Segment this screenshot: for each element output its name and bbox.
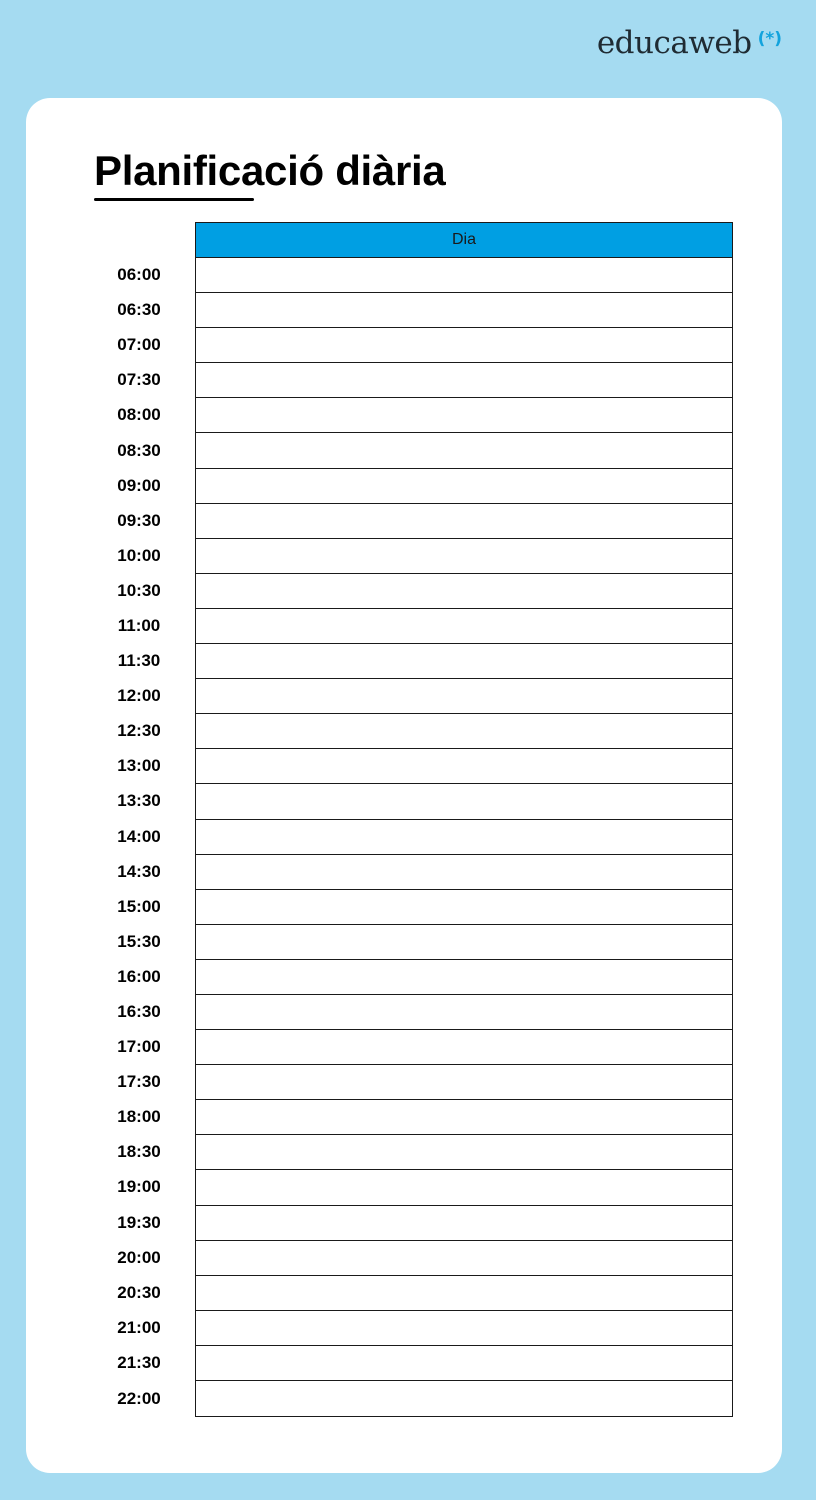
- time-slot-row: [117, 1381, 732, 1416]
- time-label: 11:30: [117, 651, 161, 671]
- time-label: 13:30: [117, 791, 161, 811]
- time-slot-row: [117, 784, 732, 819]
- time-slot-row: [117, 469, 732, 504]
- time-label: 19:30: [117, 1212, 161, 1232]
- time-slot-cell[interactable]: [196, 328, 732, 362]
- time-slot-cell[interactable]: [196, 925, 732, 959]
- time-label: 14:30: [117, 861, 161, 881]
- time-slot-cell[interactable]: [196, 890, 732, 924]
- time-label: 21:00: [117, 1317, 161, 1337]
- time-slot-cell[interactable]: [196, 398, 732, 432]
- time-slot-cell[interactable]: [196, 714, 732, 748]
- asterisk-icon: (*): [757, 29, 782, 49]
- day-column-header: Dia: [195, 222, 733, 258]
- time-slot-cell[interactable]: [196, 1100, 732, 1134]
- time-label: 13:00: [117, 756, 161, 776]
- time-slot-cell[interactable]: [196, 820, 732, 854]
- time-slot-cell[interactable]: [196, 1135, 732, 1169]
- time-label: 10:30: [117, 580, 161, 600]
- time-label: 07:00: [117, 335, 161, 355]
- time-slot-cell[interactable]: [196, 1065, 732, 1099]
- time-slot-row: [117, 855, 732, 890]
- time-label: 08:30: [117, 440, 161, 460]
- time-slot-row: [117, 960, 732, 995]
- time-slot-row: [117, 504, 732, 539]
- time-slot-cell[interactable]: [196, 1206, 732, 1240]
- time-slot-cell[interactable]: [196, 1170, 732, 1204]
- time-slot-cell[interactable]: [196, 644, 732, 678]
- time-slot-cell[interactable]: [196, 1346, 732, 1380]
- time-label: 14:00: [117, 826, 161, 846]
- time-slot-row: [117, 1346, 732, 1381]
- time-slot-cell[interactable]: [196, 469, 732, 503]
- time-label: 19:00: [117, 1177, 161, 1197]
- time-slot-cell[interactable]: [196, 504, 732, 538]
- time-slot-row: [117, 820, 732, 855]
- time-label: 06:00: [117, 265, 161, 285]
- time-slot-row: [117, 925, 732, 960]
- time-slot-cell[interactable]: [196, 1276, 732, 1310]
- time-slot-cell[interactable]: [196, 1241, 732, 1275]
- time-slot-cell[interactable]: [196, 1381, 732, 1416]
- time-slot-row: [117, 574, 732, 609]
- time-label: 17:00: [117, 1037, 161, 1057]
- time-label: 12:30: [117, 721, 161, 741]
- time-slot-list: [117, 258, 733, 1417]
- time-label: 16:30: [117, 1002, 161, 1022]
- time-slot-row: [117, 258, 732, 293]
- time-label: 10:00: [117, 545, 161, 565]
- time-label: 15:30: [117, 931, 161, 951]
- time-slot-row: [117, 1065, 732, 1100]
- time-slot-cell[interactable]: [196, 1030, 732, 1064]
- time-label: 18:00: [117, 1107, 161, 1127]
- time-slot-row: [117, 1241, 732, 1276]
- time-slot-row: [117, 1276, 732, 1311]
- time-slot-cell[interactable]: [196, 960, 732, 994]
- time-slot-row: [117, 328, 732, 363]
- time-slot-cell[interactable]: [196, 784, 732, 818]
- time-label: 18:30: [117, 1142, 161, 1162]
- time-slot-row: [117, 749, 732, 784]
- time-slot-row: [117, 1135, 732, 1170]
- time-slot-row: [117, 1030, 732, 1065]
- time-label: 21:30: [117, 1352, 161, 1372]
- daily-schedule: [117, 222, 733, 1417]
- time-slot-cell[interactable]: [196, 1311, 732, 1345]
- time-slot-row: [117, 398, 732, 433]
- time-slot-row: [117, 1206, 732, 1241]
- time-label: 16:00: [117, 966, 161, 986]
- time-slot-row: [117, 293, 732, 328]
- time-label: 08:00: [117, 405, 161, 425]
- time-label: 12:00: [117, 686, 161, 706]
- time-label: 17:30: [117, 1072, 161, 1092]
- time-slot-row: [117, 890, 732, 925]
- time-slot-row: [117, 679, 732, 714]
- time-slot-row: [117, 714, 732, 749]
- time-slot-row: [117, 539, 732, 574]
- time-slot-cell[interactable]: [196, 258, 732, 292]
- time-label: 06:30: [117, 300, 161, 320]
- time-slot-row: [117, 1100, 732, 1135]
- time-label: 09:00: [117, 475, 161, 495]
- time-label: 09:30: [117, 510, 161, 530]
- time-label: 22:00: [117, 1388, 161, 1408]
- time-slot-cell[interactable]: [196, 293, 732, 327]
- time-slot-cell[interactable]: [196, 609, 732, 643]
- time-slot-row: [117, 363, 732, 398]
- educaweb-logo: [597, 24, 782, 62]
- time-slot-row: [117, 609, 732, 644]
- page-title: Planificació diària: [94, 147, 446, 194]
- time-slot-cell[interactable]: [196, 749, 732, 783]
- time-slot-row: [117, 644, 732, 679]
- time-label: 07:30: [117, 370, 161, 390]
- time-slot-row: [117, 433, 732, 468]
- time-slot-cell[interactable]: [196, 574, 732, 608]
- time-slot-cell[interactable]: [196, 433, 732, 467]
- time-slot-row: [117, 1170, 732, 1205]
- title-underline: [94, 198, 254, 201]
- planner-card: [26, 98, 782, 1473]
- time-label: 20:00: [117, 1247, 161, 1267]
- time-slot-cell[interactable]: [196, 995, 732, 1029]
- time-slot-cell[interactable]: [196, 679, 732, 713]
- time-label: 11:00: [117, 615, 161, 635]
- time-slot-cell[interactable]: [196, 855, 732, 889]
- time-slot-row: [117, 1311, 732, 1346]
- time-label: 20:30: [117, 1282, 161, 1302]
- time-label: 15:00: [117, 896, 161, 916]
- time-slot-cell[interactable]: [196, 539, 732, 573]
- time-slot-cell[interactable]: [196, 363, 732, 397]
- logo-text: educaweb: [596, 25, 752, 61]
- time-slot-row: [117, 995, 732, 1030]
